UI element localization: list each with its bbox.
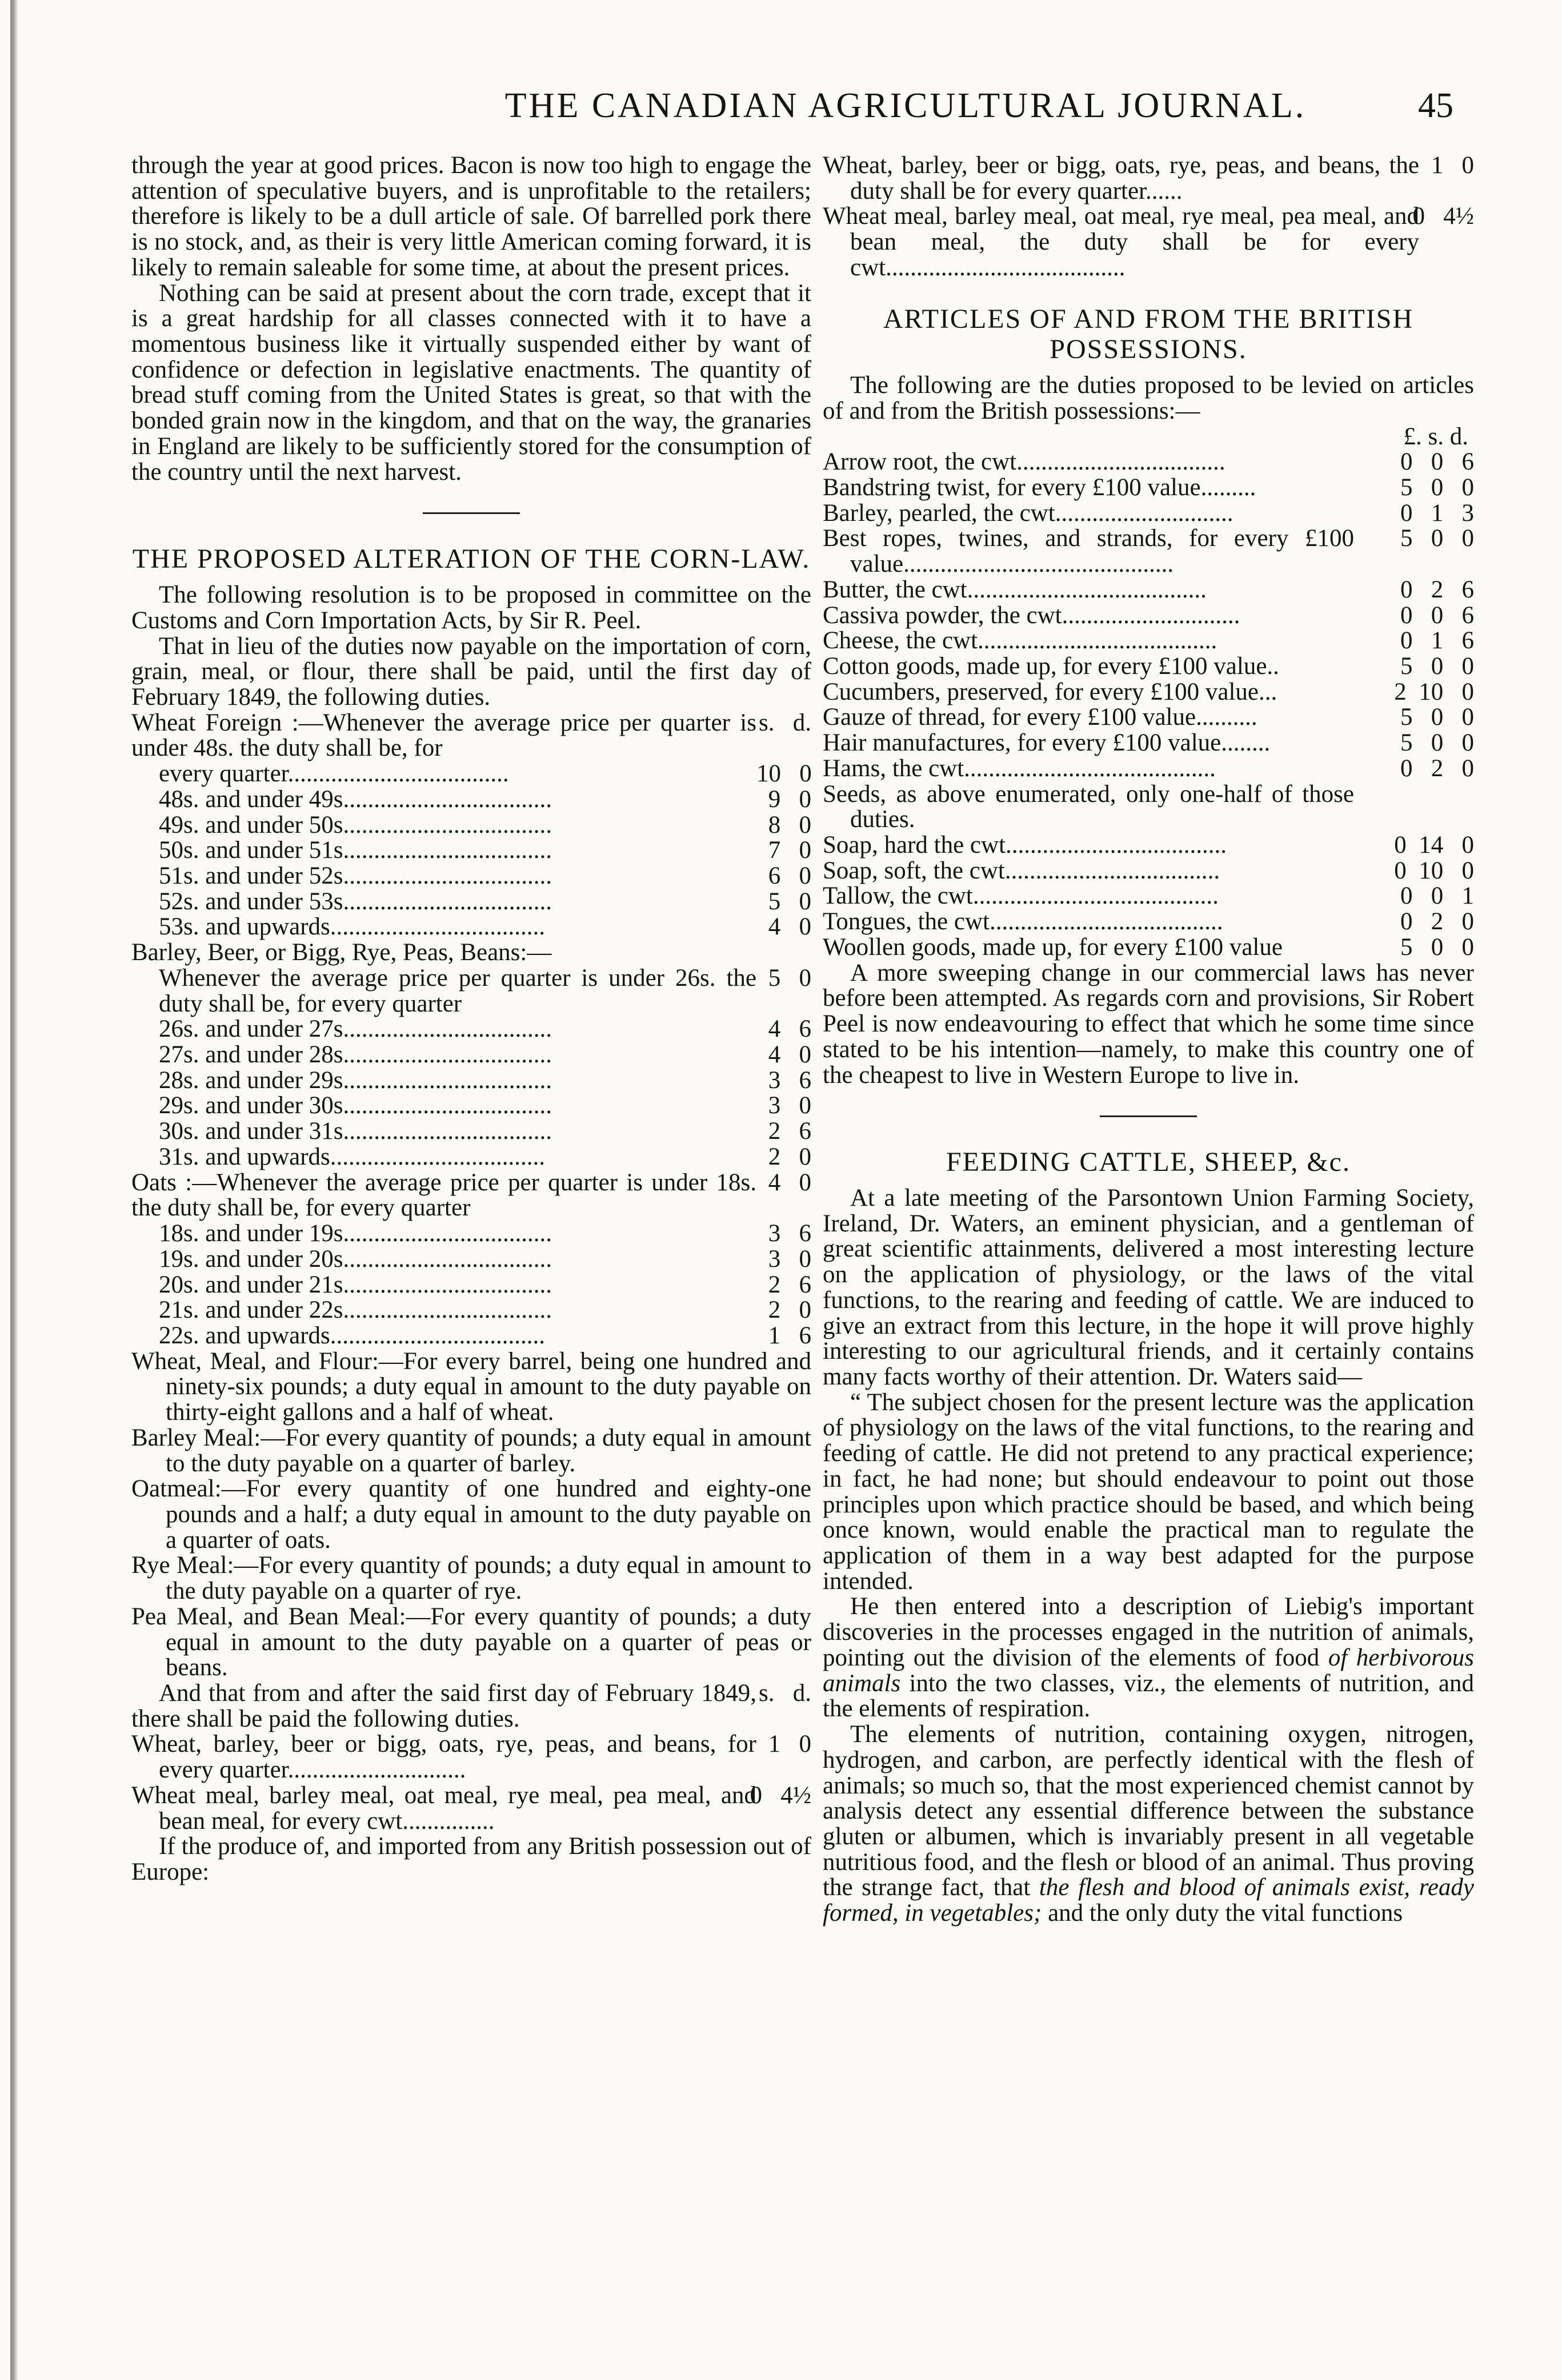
text-run: and the only duty the vital functions xyxy=(1042,1900,1403,1927)
table-row xyxy=(823,782,1474,833)
table-row xyxy=(823,731,1474,756)
row-value: 6 0 xyxy=(768,862,811,889)
row-value: 0 1 6 xyxy=(1400,627,1474,655)
row-label: Seeds, as above enumerated, only one-half of those duties. xyxy=(823,780,1354,833)
row-label: Hair manufactures, for every £100 value........ xyxy=(823,729,1271,757)
row-label: 29s. and under 30s.................................. xyxy=(159,1092,552,1119)
currency-header: £. s. d. xyxy=(1403,423,1468,450)
table-row xyxy=(159,1221,811,1247)
row-value: 4 0 xyxy=(768,1169,811,1196)
barley-sub: Whenever the average price per quarter is under 26s. the duty shall be, for every quarter xyxy=(159,964,756,1017)
row-label: Barley, pearled, the cwt............................. xyxy=(823,499,1233,527)
table-row xyxy=(131,1170,811,1221)
section-divider xyxy=(423,512,520,514)
table-row xyxy=(823,654,1474,680)
row-value: 5 0 0 xyxy=(1400,653,1474,680)
table-row xyxy=(823,628,1474,654)
row-label: Wheat, barley, beer or bigg, oats, rye, peas, and beans, for every quarter............................. xyxy=(131,1731,756,1784)
row-label: Wheat meal, barley meal, oat meal, rye meal, pea meal, and bean meal, the duty shall be for every cwt....................................... xyxy=(823,203,1419,281)
text-run: The elements of nutrition, containing oxygen, nitrogen, hydrogen, and carbon, are perfectly identical with the flesh of animals; so much so, that the most experienced chemist cannot by analysis detect any essential difference between the substance gluten or albumen, which is invariably present in all vegetable nutritious food, and the flesh or blood of an animal. Thus proving the strange fact, that xyxy=(823,1721,1474,1901)
row-label: Soap, hard the cwt.................................... xyxy=(823,832,1227,859)
paragraph: Nothing can be said at present about the corn trade, except that it is a great hardship for all classes connected with it to have a momentous business like it virtually suspended either by want of confidence or defection in legislative enactments. The quantity of bread stuff coming from the United States is great, so that with the bonded grain now in the kingdom, and that on the way, the granaries in England are likely to be sufficiently stored for the consumption of the country until the next harvest. xyxy=(131,279,811,485)
row-value: 0 14 0 xyxy=(1394,832,1474,859)
table-row xyxy=(823,680,1474,705)
row-label: Cotton goods, made up, for every £100 value.. xyxy=(823,653,1279,680)
table-row xyxy=(823,858,1474,884)
row-label: 26s. and under 27s.................................. xyxy=(159,1016,552,1043)
row-value: 4 6 xyxy=(768,1016,811,1043)
paragraph: And that from and after the said first day of February 1849, there shall be paid the following duties. xyxy=(131,1680,756,1732)
row-label: Cucumbers, preserved, for every £100 value... xyxy=(823,678,1277,705)
left-column xyxy=(131,153,811,1885)
table-row xyxy=(823,526,1474,577)
table-row xyxy=(159,864,811,889)
row-value: 3 0 xyxy=(768,1092,811,1119)
row-label: Best ropes, twines, and strands, for every £100 value............................................ xyxy=(823,525,1354,578)
table-row xyxy=(159,1145,811,1170)
row-value: 2 0 xyxy=(768,1143,811,1170)
text-run: He then entered into a description of Liebig's important discoveries in the processes engaged in the nutrition of animals, pointing out the division of the elements of food xyxy=(823,1593,1474,1671)
currency-header: s. d. xyxy=(759,1680,811,1707)
row-label: 49s. and under 50s.................................. xyxy=(159,811,552,838)
row-label: Bandstring twist, for every £100 value......... xyxy=(823,473,1256,501)
table-row xyxy=(159,838,811,864)
row-label: 22s. and upwards................................... xyxy=(159,1322,546,1349)
table-row xyxy=(823,603,1474,629)
row-value: 4 0 xyxy=(768,913,811,941)
table-row xyxy=(131,1783,811,1834)
table-row xyxy=(823,705,1474,731)
table-row xyxy=(159,1068,811,1094)
table-row xyxy=(823,501,1474,527)
row-value: 0 0 6 xyxy=(1400,601,1474,629)
wheat-header xyxy=(131,711,811,761)
row-value: 5 0 0 xyxy=(1400,525,1474,552)
table-row xyxy=(823,756,1474,782)
table-row xyxy=(159,1093,811,1119)
row-label: Cheese, the cwt....................................... xyxy=(823,627,1217,655)
row-label: 27s. and under 28s.................................. xyxy=(159,1041,552,1069)
binding-edge xyxy=(10,0,18,2380)
paragraph: “ The subject chosen for the present lecture was the application of physiology on the laws of the vital functions, to the rearing and feeding of cattle. He did not pretend to any practical experience; in fact, he had none; but should endeavour to point out those principles upon which practice should be based, and which being once known, would enable the practical man to regulate the application of them in a way best adapted for the purpose intended. xyxy=(823,1388,1474,1595)
row-value: 1 0 xyxy=(1431,152,1474,179)
table-row xyxy=(823,449,1474,475)
paragraph: If the produce of, and imported from any British possession out of Europe: xyxy=(131,1833,811,1886)
row-value: 0 2 0 xyxy=(1400,754,1474,782)
row-label: Tongues, the cwt...................................... xyxy=(823,908,1223,936)
articles-table xyxy=(823,449,1474,960)
row-label: 31s. and upwards................................... xyxy=(159,1143,546,1170)
table-row xyxy=(159,813,811,838)
table-row xyxy=(159,1323,811,1349)
row-value: 5 0 0 xyxy=(1400,704,1474,731)
row-label: 52s. and under 53s.................................. xyxy=(159,888,552,915)
row-label: 28s. and under 29s.................................. xyxy=(159,1066,552,1094)
table-row xyxy=(823,577,1474,603)
row-value: 3 6 xyxy=(768,1220,811,1247)
meal-item: Barley Meal:—For every quantity of pounds; a duty equal in amount to the duty payable on a quarter of barley. xyxy=(131,1424,811,1477)
paragraph: through the year at good prices. Bacon is now too high to engage the attention of speculative buyers, and is unprofitable to the retailers; therefore is likely to be a dull article of sale. Of barrelled pork there is no stock, and, as their is very little American coming forward, it is likely to remain saleable for some time, at about the present prices. xyxy=(131,152,811,281)
paragraph: The following resolution is to be proposed in committee on the Customs and Corn Importation Acts, by Sir R. Peel. xyxy=(131,581,811,634)
row-label: Hams, the cwt......................................... xyxy=(823,754,1216,782)
meal-item: Rye Meal:—For every quantity of pounds; a duty equal in amount to the duty payable on a quarter of rye. xyxy=(131,1552,811,1605)
barley-label: Barley, Beer, or Bigg, Rye, Peas, Beans:— xyxy=(131,939,552,966)
row-value: 8 0 xyxy=(768,811,811,838)
row-label: Tallow, the cwt........................................ xyxy=(823,882,1219,910)
row-value: 0 0 1 xyxy=(1400,882,1474,910)
oats-label: Oats :—Whenever the average price per quarter is under 18s. the duty shall be, for every quarter xyxy=(131,1169,756,1222)
row-value: 0 1 3 xyxy=(1400,499,1474,527)
table-row xyxy=(131,1732,811,1783)
row-label: Wheat, barley, beer or bigg, oats, rye, peas, and beans, the duty shall be for every quarter...... xyxy=(823,152,1419,204)
row-value: 0 2 0 xyxy=(1400,908,1474,936)
row-value: 1 0 xyxy=(768,1731,811,1758)
section-heading: FEEDING CATTLE, SHEEP, &c. xyxy=(946,1147,1351,1178)
table-row xyxy=(159,761,811,787)
row-label: Cassiva powder, the cwt............................. xyxy=(823,601,1240,629)
table-row xyxy=(131,966,811,1017)
table-row xyxy=(159,1247,811,1273)
row-label: 50s. and under 51s.................................. xyxy=(159,837,552,864)
section-heading: THE PROPOSED ALTERATION OF THE CORN-LAW. xyxy=(132,544,811,575)
table-row xyxy=(159,1119,811,1145)
row-label: Woollen goods, made up, for every £100 value xyxy=(823,933,1283,961)
row-label: Butter, the cwt....................................... xyxy=(823,576,1207,603)
row-value: 0 10 0 xyxy=(1394,857,1474,884)
table-row xyxy=(159,1273,811,1298)
paragraph: At a late meeting of the Parsontown Union Farming Society, Ireland, Dr. Waters, an eminent physician, and a gentleman of great scientific attainments, delivered a most interesting lecture on the application of physiology, or the laws of the vital functions, to the rearing and feeding of cattle. We are induced to give an extract from this lecture, in the hope it will prove highly interesting to our agricultural friends, and it certainly contains many facts worthy of their attention. Dr. Waters said— xyxy=(823,1184,1474,1390)
after-feb-row xyxy=(131,1681,811,1732)
row-label: 48s. and under 49s.................................. xyxy=(159,785,552,813)
table-row xyxy=(823,833,1474,858)
row-label: 21s. and under 22s.................................. xyxy=(159,1297,552,1324)
row-value: 4 0 xyxy=(768,1041,811,1069)
paragraph: A more sweeping change in our commercial laws has never before been attempted. As regards corn and provisions, Sir Robert Peel is now endeavouring to effect that which he some time since stated to be his intention—namely, to make this country one of the cheapest to live in Western Europe to live in. xyxy=(823,959,1474,1089)
currency-header: s. d. xyxy=(759,709,811,736)
meal-item: Pea Meal, and Bean Meal:—For every quantity of pounds; a duty equal in amount to the duty payable on a quarter of peas or beans. xyxy=(131,1603,811,1681)
table-row xyxy=(159,889,811,915)
row-value: 5 0 xyxy=(768,888,811,915)
oats-table xyxy=(131,1221,811,1349)
table-row xyxy=(823,475,1474,501)
barley-table xyxy=(131,1017,811,1170)
right-column xyxy=(823,153,1474,1927)
section-heading: ARTICLES OF AND FROM THE BRITISH POSSESSIONS. xyxy=(883,303,1414,365)
row-value: 0 4½ xyxy=(750,1781,811,1809)
page-number: 45 xyxy=(1418,86,1453,125)
table-row xyxy=(823,204,1474,280)
row-label: 53s. and upwards................................... xyxy=(159,913,546,941)
table-row xyxy=(159,914,811,940)
table-row xyxy=(823,153,1474,204)
row-label: Soap, soft, the cwt................................... xyxy=(823,857,1220,884)
row-value: 9 0 xyxy=(768,785,811,813)
row-label: 18s. and under 19s.................................. xyxy=(159,1220,552,1247)
meal-item: Oatmeal:—For every quantity of one hundred and eighty-one pounds and a half; a duty equal in amount to the duty payable on a quarter of oats. xyxy=(131,1475,811,1554)
row-value: 0 4½ xyxy=(1412,203,1474,230)
row-label: 19s. and under 20s.................................. xyxy=(159,1245,552,1273)
row-value: 3 6 xyxy=(768,1066,811,1094)
row-value: 5 0 0 xyxy=(1400,933,1474,961)
table-row xyxy=(823,935,1474,961)
table-row xyxy=(159,1298,811,1323)
row-value: 2 6 xyxy=(768,1271,811,1298)
row-label: 20s. and under 21s.................................. xyxy=(159,1271,552,1298)
row-value: 1 6 xyxy=(768,1322,811,1349)
table-row xyxy=(159,787,811,813)
paragraph xyxy=(823,1594,1474,1722)
table-row xyxy=(823,884,1474,909)
italic-run: of herbivorous animals xyxy=(823,1644,1475,1697)
paragraph: That in lieu of the duties now payable on the importation of corn, grain, meal, or flour, there shall be paid, until the first day of February 1849, the following duties. xyxy=(131,632,811,711)
row-label: Gauze of thread, for every £100 value.......... xyxy=(823,704,1257,731)
row-value: 5 0 0 xyxy=(1400,473,1474,501)
row-label: 51s. and under 52s.................................. xyxy=(159,862,552,889)
paragraph: The following are the duties proposed to be levied on articles of and from the British possessions:— xyxy=(823,372,1474,424)
italic-run: the flesh and blood of animals exist, ready formed, in vegetables; xyxy=(823,1874,1474,1927)
wheat-label: Wheat Foreign :—Whenever the average price per quarter is under 48s. the duty shall be, for xyxy=(131,709,756,762)
row-value: 3 0 xyxy=(768,1245,811,1273)
paragraph xyxy=(823,1722,1474,1927)
row-value: 2 10 0 xyxy=(1394,678,1474,705)
table-row xyxy=(159,1017,811,1042)
row-value: 7 0 xyxy=(768,837,811,864)
row-value: 10 0 xyxy=(756,760,812,788)
row-label: Arrow root, the cwt.................................. xyxy=(823,448,1225,476)
running-head: THE CANADIAN AGRICULTURAL JOURNAL. xyxy=(504,86,1307,125)
table-row xyxy=(159,1042,811,1068)
row-value: 5 0 xyxy=(768,964,811,992)
row-value: 2 6 xyxy=(768,1118,811,1145)
row-value: 0 0 6 xyxy=(1400,448,1474,476)
section-divider xyxy=(1100,1115,1197,1117)
row-value: 5 0 0 xyxy=(1400,729,1474,757)
row-label: Wheat meal, barley meal, oat meal, rye meal, pea meal, and bean meal, for every cwt............... xyxy=(131,1781,756,1835)
row-value: 2 0 xyxy=(768,1297,811,1324)
meal-item: Wheat, Meal, and Flour:—For every barrel, being one hundred and ninety-six pounds; a duty equal in amount to the duty payable on thirty-eight gallons and a half of wheat. xyxy=(131,1347,811,1426)
text-run: into the two classes, viz., the elements of nutrition, and the elements of respiration. xyxy=(823,1669,1474,1723)
table-row xyxy=(823,909,1474,935)
row-value: 0 2 6 xyxy=(1400,576,1474,603)
wheat-table xyxy=(131,761,811,940)
row-label: 30s. and under 31s.................................. xyxy=(159,1118,552,1145)
row-label: every quarter.................................... xyxy=(159,760,509,788)
